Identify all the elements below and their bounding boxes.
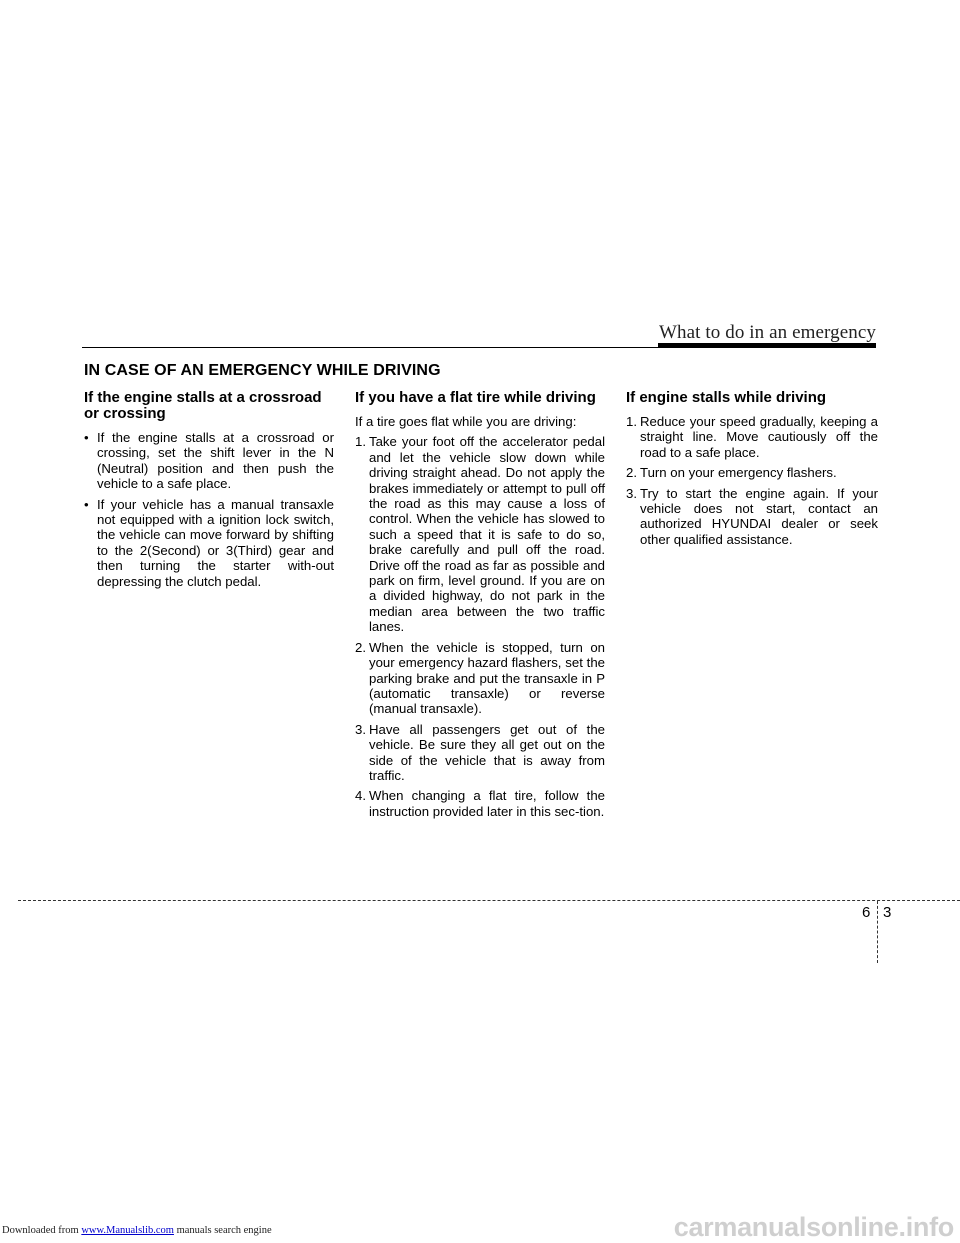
heading-flat-tire: If you have a flat tire while driving bbox=[355, 389, 596, 406]
section-title: IN CASE OF AN EMERGENCY WHILE DRIVING bbox=[84, 362, 441, 379]
list-item: • If your vehicle has a manual transaxle not equipped with a ignition lock switch, the vehicle can move forward by shifting to the 2(Second) or 3(Third) gear and then turning the starter with-out depressing the clutch pedal. bbox=[84, 496, 334, 589]
list-item: 1. Take your foot off the accelerator pedal and let the vehicle slow down while driving straight ahead. Do not apply the brakes immediately or attempt to pull off the road as this may cause a loss of control. When the vehicle has slowed to such a speed that it is safe to do so, brake carefully and pull off the road. Drive off the road as far as possible and park on firm, level ground. If you are on a divided highway, do not park in the median area between the two traffic lanes. bbox=[355, 434, 605, 635]
column-engine-stalls-crossroad bbox=[84, 390, 334, 594]
column-engine-stalls-driving bbox=[626, 390, 878, 552]
download-footer: Downloaded from www.Manualslib.com manuals search engine bbox=[2, 1225, 272, 1236]
chapter-title: What to do in an emergency bbox=[659, 322, 876, 343]
list-item: • If the engine stalls at a crossroad or crossing, set the shift lever in the N (Neutral) position and then push the vehicle to a safe place. bbox=[84, 430, 334, 492]
watermark: carmanualsonline.info bbox=[673, 1212, 954, 1242]
list-item: 2. When the vehicle is stopped, turn on your emergency hazard flashers, set the parking brake and put the transaxle in P (automatic transaxle) or reverse (manual transaxle). bbox=[355, 639, 605, 717]
heading-engine-stalls-crossroad: If the engine stalls at a crossroad or crossing bbox=[84, 389, 322, 422]
list-item: 3. Try to start the engine again. If your vehicle does not start, contact an authorized HYUNDAI dealer or seek other qualified assistance. bbox=[626, 485, 878, 547]
page-number-divider bbox=[877, 901, 878, 963]
list-item: 1. Reduce your speed gradually, keeping a straight line. Move cautiously off the road to a safe place. bbox=[626, 414, 878, 460]
list-item: 3. Have all passengers get out of the vehicle. Be sure they all get out on the side of the vehicle that is away from traffic. bbox=[355, 721, 605, 783]
step-list bbox=[355, 434, 605, 819]
page-chapter: 6 bbox=[862, 904, 871, 921]
intro-text: If a tire goes flat while you are driving: bbox=[355, 414, 577, 429]
manualslib-link[interactable]: www.Manualslib.com bbox=[81, 1225, 174, 1236]
list-item: 4. When changing a flat tire, follow the instruction provided later in this sec-tion. bbox=[355, 788, 605, 819]
list-item: 2. Turn on your emergency flashers. bbox=[626, 465, 837, 481]
column-flat-tire bbox=[355, 390, 605, 824]
page-divider bbox=[18, 900, 960, 901]
step-list bbox=[626, 414, 878, 547]
page-number: 3 bbox=[883, 904, 892, 921]
bullet-list bbox=[84, 430, 334, 589]
heading-engine-stalls-driving: If engine stalls while driving bbox=[626, 389, 827, 406]
header-rule-thick bbox=[658, 343, 876, 348]
